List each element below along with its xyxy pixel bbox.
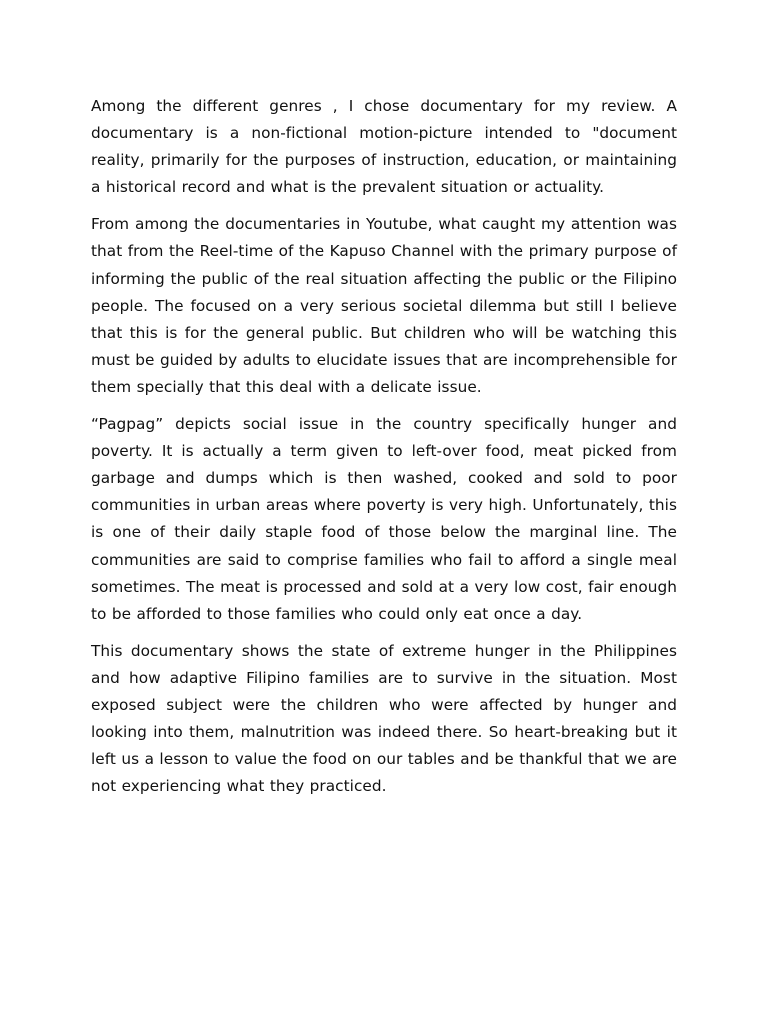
paragraph-hunger-conclusion: This documentary shows the state of extreme hunger in the Philippines and how adaptive Filipino families are to survive in the situation. Most exposed subject were the children who were affected by hunger and looking into them, malnutrition was indeed there. So heart-breaking but it left us a lesson to value the food on our tables and be thankful that we are not experiencing what they practiced. <box>91 641 677 796</box>
paragraph-pagpag: “Pagpag” depicts social issue in the country specifically hunger and poverty. It is actually a term given to left-over food, meat picked from garbage and dumps which is then washed, cooked and sold to poor communities in urban areas where poverty is very high. Unfortunately, this is one of their daily staple food of those below the marginal line. The communities are said to comprise families who fail to afford a single meal sometimes. The meat is processed and sold at a very low cost, fair enough to be afforded to those families who could only eat once a day. <box>91 415 677 623</box>
document-body <box>91 93 677 810</box>
paragraph-genres: Among the different genres , I chose documentary for my review. A documentary is a non-fictional motion-picture intended to "document reality, primarily for the purposes of instruction, education, or maintaining a historical record and what is the prevalent situation or actuality. <box>91 97 677 197</box>
paragraph-youtube-documentary: From among the documentaries in Youtube, what caught my attention was that from the Reel-time of the Kapuso Channel with the primary purpose of informing the public of the real situation affecting the public or the Filipino people. The focused on a very serious societal dilemma but still I believe that this is for the general public. But children who will be watching this must be guided by adults to elucidate issues that are incomprehensible for them specially that this deal with a delicate issue. <box>91 215 677 396</box>
